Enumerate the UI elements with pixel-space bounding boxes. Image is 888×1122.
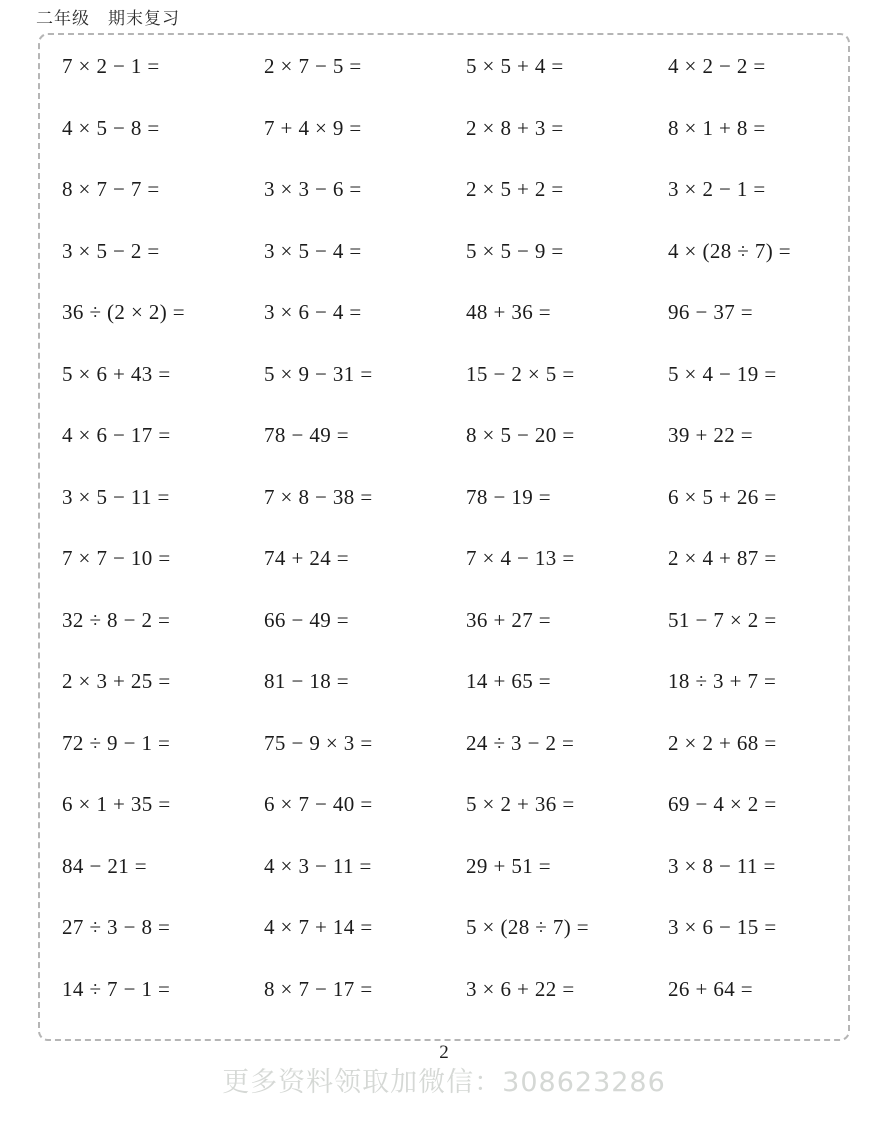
problem-cell: 66 − 49 = xyxy=(264,607,350,632)
problem-cell: 3 × 5 − 11 = xyxy=(62,484,170,509)
problem-cell: 3 × 6 − 15 = xyxy=(668,915,777,940)
problem-cell: 18 ÷ 3 + 7 = xyxy=(668,669,777,694)
problem-cell: 2 × 7 − 5 = xyxy=(264,54,362,79)
problem-cell: 27 ÷ 3 − 8 = xyxy=(62,915,171,940)
problem-cell: 8 × 7 − 17 = xyxy=(264,976,373,1001)
problem-cell: 2 × 8 + 3 = xyxy=(466,115,564,140)
watermark-text: 更多资料领取加微信：308623286 xyxy=(222,1067,666,1098)
problem-cell: 3 × 3 − 6 = xyxy=(264,177,362,202)
problem-cell: 51 − 7 × 2 = xyxy=(668,607,777,632)
page-number: 2 xyxy=(439,1042,449,1063)
problem-cell: 29 + 51 = xyxy=(466,853,552,878)
problem-cell: 39 + 22 = xyxy=(668,423,754,448)
problem-cell: 3 × 5 − 4 = xyxy=(264,238,362,263)
problem-cell: 5 × 2 + 36 = xyxy=(466,792,575,817)
page-title: 二年级 期末复习 xyxy=(36,9,180,29)
problem-cell: 5 × 6 + 43 = xyxy=(62,361,171,386)
problem-cell: 4 × 2 − 2 = xyxy=(668,54,766,79)
problem-cell: 78 − 19 = xyxy=(466,484,552,509)
problem-cell: 3 × 8 − 11 = xyxy=(668,853,776,878)
problem-cell: 24 ÷ 3 − 2 = xyxy=(466,730,575,755)
problem-cell: 5 × 5 − 9 = xyxy=(466,238,564,263)
problem-cell: 2 × 3 + 25 = xyxy=(62,669,171,694)
problem-cell: 48 + 36 = xyxy=(466,300,552,325)
problem-cell: 8 × 1 + 8 = xyxy=(668,115,766,140)
problem-cell: 15 − 2 × 5 = xyxy=(466,361,575,386)
problem-cell: 3 × 2 − 1 = xyxy=(668,177,766,202)
problem-cell: 4 × 7 + 14 = xyxy=(264,915,373,940)
problem-cell: 6 × 5 + 26 = xyxy=(668,484,777,509)
problem-cell: 4 × 5 − 8 = xyxy=(62,115,160,140)
problem-cell: 75 − 9 × 3 = xyxy=(264,730,373,755)
problem-cell: 84 − 21 = xyxy=(62,853,148,878)
problem-cell: 7 × 7 − 10 = xyxy=(62,546,171,571)
problem-cell: 4 × 6 − 17 = xyxy=(62,423,171,448)
problem-cell: 7 + 4 × 9 = xyxy=(264,115,362,140)
problem-cell: 2 × 5 + 2 = xyxy=(466,177,564,202)
problem-cell: 7 × 8 − 38 = xyxy=(264,484,373,509)
problem-cell: 81 − 18 = xyxy=(264,669,350,694)
problem-cell: 2 × 2 + 68 = xyxy=(668,730,777,755)
problem-cell: 3 × 6 − 4 = xyxy=(264,300,362,325)
problem-cell: 14 + 65 = xyxy=(466,669,552,694)
problem-cell: 3 × 5 − 2 = xyxy=(62,238,160,263)
problem-cell: 5 × 4 − 19 = xyxy=(668,361,777,386)
problem-cell: 36 + 27 = xyxy=(466,607,552,632)
problem-cell: 78 − 49 = xyxy=(264,423,350,448)
problem-cell: 7 × 4 − 13 = xyxy=(466,546,575,571)
problem-cell: 26 + 64 = xyxy=(668,976,754,1001)
problem-cell: 6 × 7 − 40 = xyxy=(264,792,373,817)
problem-cell: 74 + 24 = xyxy=(264,546,350,571)
problem-cell: 8 × 7 − 7 = xyxy=(62,177,160,202)
problem-cell: 5 × (28 ÷ 7) = xyxy=(466,915,590,940)
problem-cell: 69 − 4 × 2 = xyxy=(668,792,777,817)
problem-cell: 72 ÷ 9 − 1 = xyxy=(62,730,171,755)
problem-cell: 4 × (28 ÷ 7) = xyxy=(668,238,792,263)
problem-cell: 36 ÷ (2 × 2) = xyxy=(62,300,186,325)
problem-cell: 96 − 37 = xyxy=(668,300,754,325)
problem-cell: 8 × 5 − 20 = xyxy=(466,423,575,448)
problem-cell: 3 × 6 + 22 = xyxy=(466,976,575,1001)
problem-cell: 6 × 1 + 35 = xyxy=(62,792,171,817)
problem-cell: 14 ÷ 7 − 1 = xyxy=(62,976,171,1001)
problem-grid xyxy=(38,33,850,1041)
problem-cell: 2 × 4 + 87 = xyxy=(668,546,777,571)
problem-cell: 5 × 9 − 31 = xyxy=(264,361,373,386)
problem-cell: 5 × 5 + 4 = xyxy=(466,54,564,79)
problem-cell: 4 × 3 − 11 = xyxy=(264,853,372,878)
problem-cell: 7 × 2 − 1 = xyxy=(62,54,160,79)
problem-cell: 32 ÷ 8 − 2 = xyxy=(62,607,171,632)
